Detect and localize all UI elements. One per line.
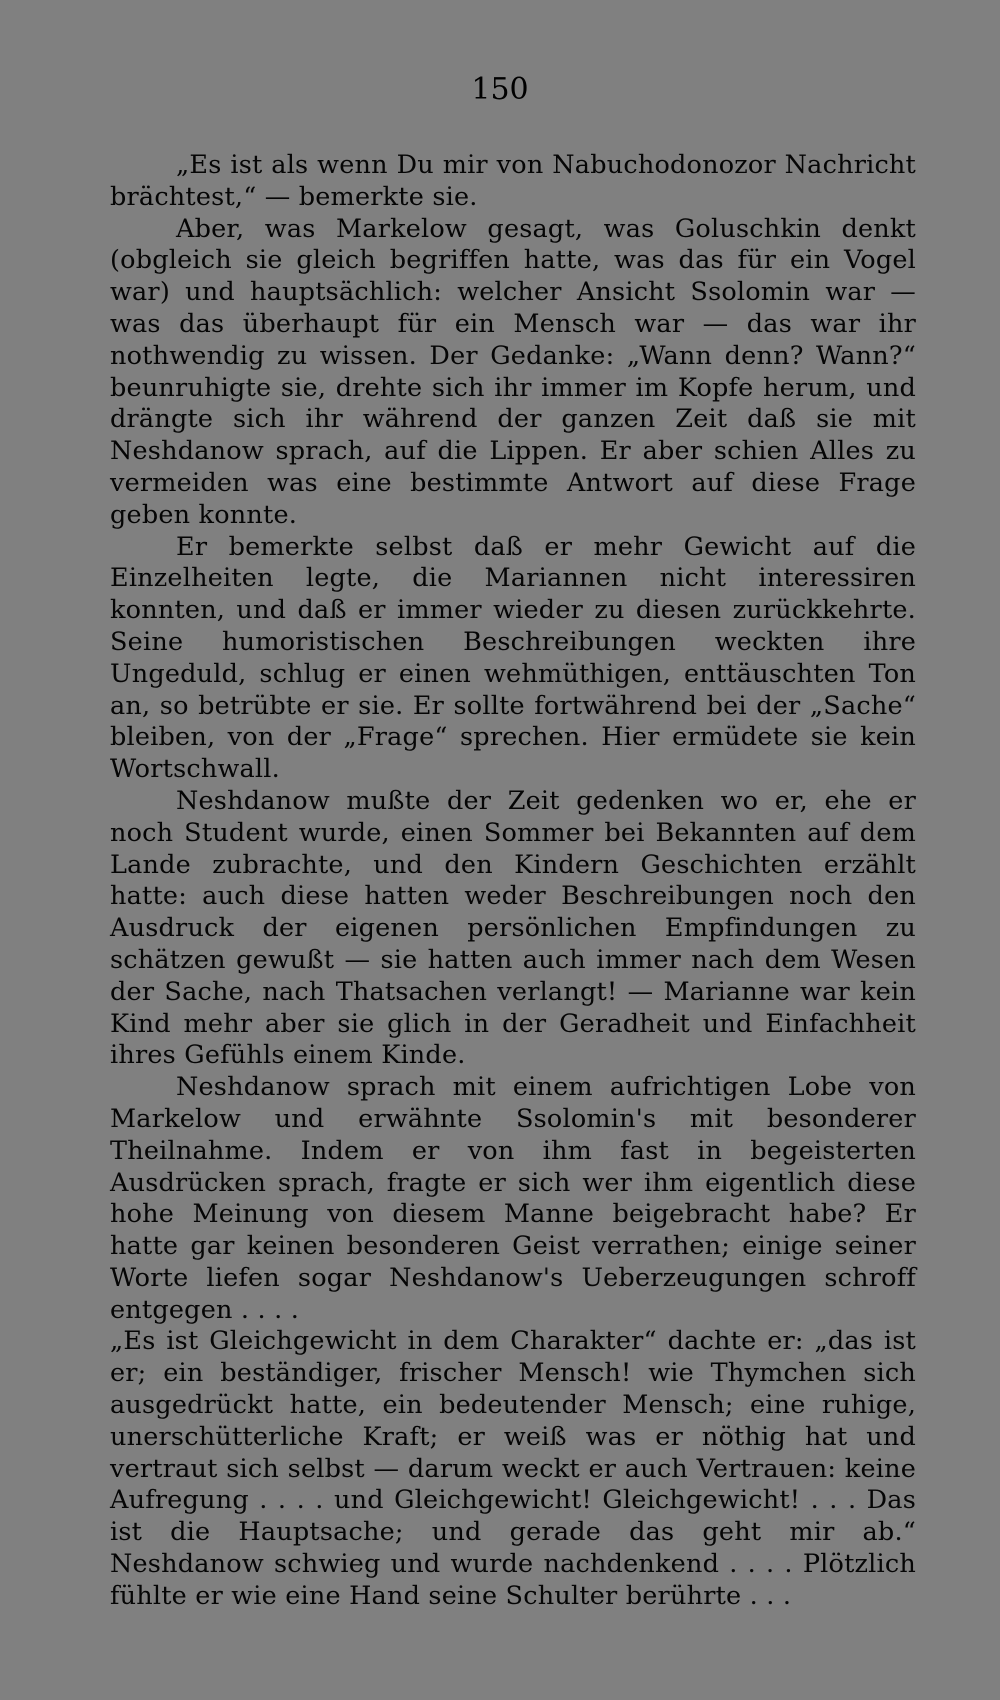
paragraph-6: „Es ist Gleichgewicht in dem Charakter“ dachte er: „das ist er; ein beständiger, frischer Mensch! wie Thymchen sich ausgedrückt hatte, ein bedeutender Mensch; eine ruhige, unerschütterliche Kraft; er weiß was er nöthig hat und vertraut sich selbst — darum weckt er auch Vertrauen: keine Aufregung . . . . und Gleichgewicht! Gleichgewicht! . . . Das ist die Hauptsache; und gerade das geht mir ab.“ Neshdanow schwieg und wurde nachdenkend . . . . Plötzlich fühlte er wie eine Hand seine Schulter berührte . . . xyxy=(110,1326,916,1611)
paragraph-1: „Es ist als wenn Du mir von Nabuchodonozor Nachricht brächtest,“ — bemerkte sie. xyxy=(110,150,916,212)
paragraph-2: Aber, was Markelow gesagt, was Goluschkin denkt (obgleich sie gleich begriffen hatte, was das für ein Vogel war) und hauptsächlich: welcher Ansicht Ssolomin war — was das überhaupt für ein Mensch war — das war ihr nothwendig zu wissen. Der Gedanke: „Wann denn? Wann?“ beunruhigte sie, drehte sich ihr immer im Kopfe herum, und drängte sich ihr während der ganzen Zeit daß sie mit Neshdanow sprach, auf die Lippen. Er aber schien Alles zu vermeiden was eine bestimmte Antwort auf diese Frage geben konnte. xyxy=(110,213,916,530)
paragraph-3: Er bemerkte selbst daß er mehr Gewicht auf die Einzelheiten legte, die Mariannen nicht interessiren konnten, und daß er immer wieder zu diesen zurückkehrte. Seine humoristischen Beschreibungen weckten ihre Ungeduld, schlug er einen wehmüthigen, enttäuschten Ton an, so betrübte er sie. Er sollte fortwährend bei der „Sache“ bleiben, von der „Frage“ sprechen. Hier ermüdete sie kein Wortschwall. xyxy=(110,531,916,785)
page-text xyxy=(110,150,916,1613)
page-number: 150 xyxy=(471,72,529,107)
paragraph-5: Neshdanow sprach mit einem aufrichtigen Lobe von Markelow und erwähnte Ssolomin's mit besonderer Theilnahme. Indem er von ihm fast in begeisterten Ausdrücken sprach, fragte er sich wer ihm eigentlich diese hohe Meinung von diesem Manne beigebracht habe? Er hatte gar keinen besonderen Geist verrathen; einige seiner Worte liefen sogar Neshdanow's Ueberzeugungen schroff entgegen . . . . xyxy=(110,1072,916,1325)
paragraph-4: Neshdanow mußte der Zeit gedenken wo er, ehe er noch Student wurde, einen Sommer bei Bekannten auf dem Lande zubrachte, und den Kindern Geschichten erzählt hatte: auch diese hatten weder Beschreibungen noch den Ausdruck der eigenen persönlichen Empfindungen zu schätzen gewußt — sie hatten auch immer nach dem Wesen der Sache, nach Thatsachen verlangt! — Marianne war kein Kind mehr aber sie glich in der Geradheit und Einfachheit ihres Gefühls einem Kinde. xyxy=(110,785,916,1071)
